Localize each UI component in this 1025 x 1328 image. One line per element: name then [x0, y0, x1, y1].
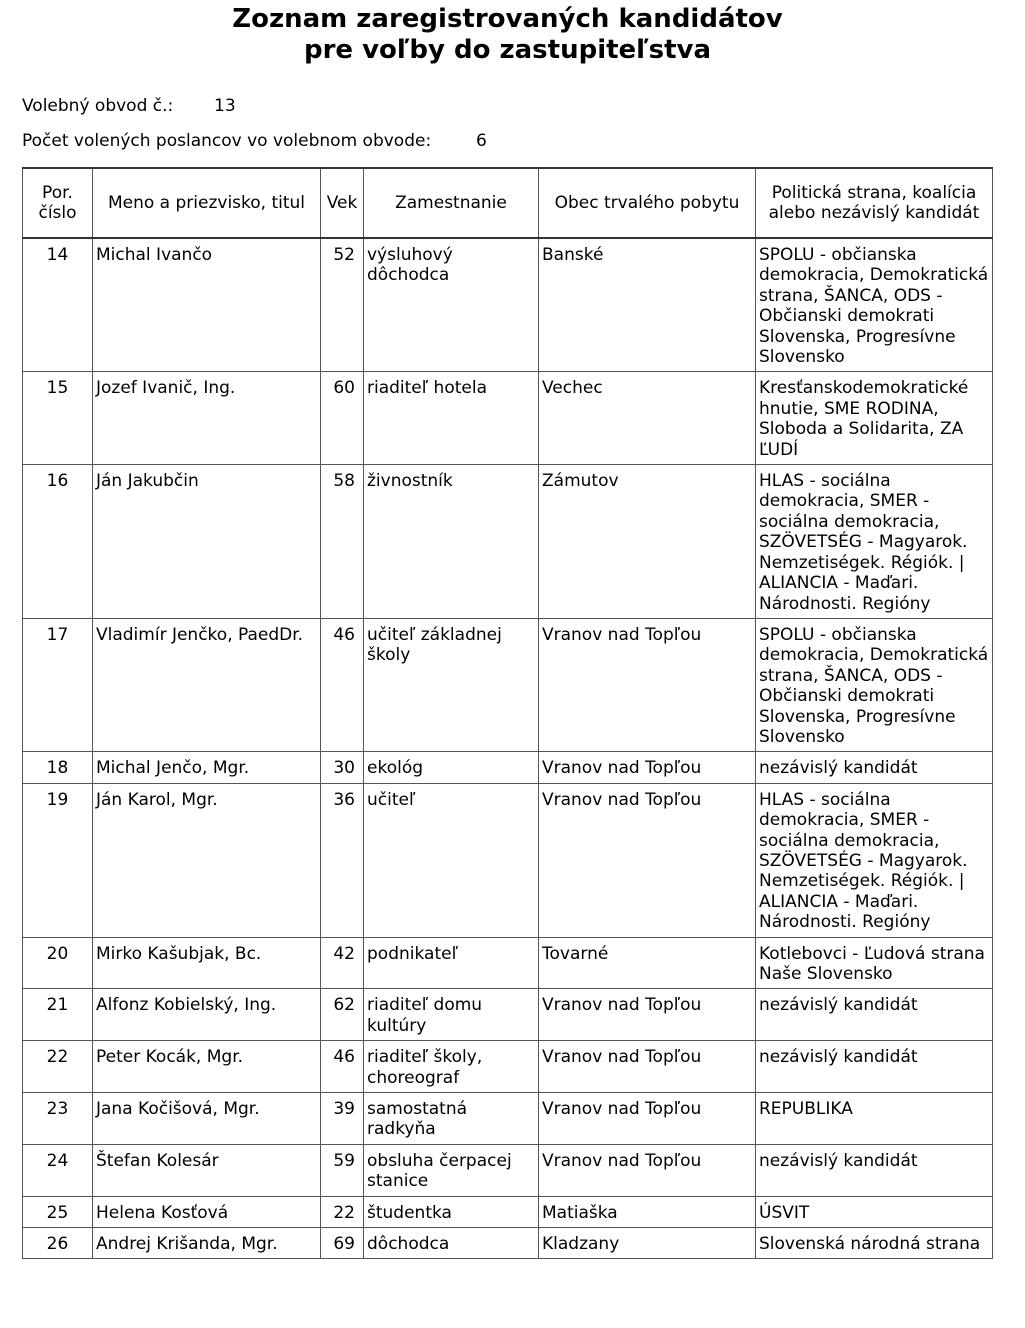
cell-number: 23	[23, 1093, 93, 1145]
cell-residence: Matiaška	[539, 1196, 756, 1227]
cell-occupation: výsluhový dôchodca	[364, 238, 539, 372]
cell-name: Štefan Kolesár	[93, 1144, 321, 1196]
seats-value: 6	[476, 131, 487, 151]
header-name: Meno a priezvisko, titul	[93, 168, 321, 238]
cell-residence: Vranov nad Topľou	[539, 618, 756, 751]
table-row	[23, 465, 993, 619]
cell-residence: Vranov nad Topľou	[539, 989, 756, 1041]
cell-name: Michal Ivančo	[93, 238, 321, 372]
table-row	[23, 752, 993, 783]
cell-name: Peter Kocák, Mgr.	[93, 1041, 321, 1093]
cell-age: 42	[321, 937, 364, 989]
cell-name: Mirko Kašubjak, Bc.	[93, 937, 321, 989]
cell-residence: Vechec	[539, 372, 756, 465]
cell-occupation: učiteľ základnej školy	[364, 618, 539, 751]
cell-age: 69	[321, 1228, 364, 1259]
cell-party: REPUBLIKA	[756, 1093, 993, 1145]
cell-number: 26	[23, 1228, 93, 1259]
district-label: Volebný obvod č.:	[22, 96, 174, 116]
cell-age: 22	[321, 1196, 364, 1227]
cell-occupation: živnostník	[364, 465, 539, 619]
cell-number: 20	[23, 937, 93, 989]
cell-number: 18	[23, 752, 93, 783]
cell-occupation: študentka	[364, 1196, 539, 1227]
cell-party: nezávislý kandidát	[756, 1144, 993, 1196]
table-row	[23, 372, 993, 465]
cell-party: nezávislý kandidát	[756, 752, 993, 783]
cell-age: 58	[321, 465, 364, 619]
cell-age: 46	[321, 1041, 364, 1093]
cell-age: 59	[321, 1144, 364, 1196]
header-residence: Obec trvalého pobytu	[539, 168, 756, 238]
cell-party: Kresťanskodemokratické hnutie, SME RODINA, Sloboda a Solidarita, ZA ĽUDÍ	[756, 372, 993, 465]
cell-residence: Vranov nad Topľou	[539, 752, 756, 783]
table-row	[23, 1196, 993, 1227]
cell-age: 62	[321, 989, 364, 1041]
cell-name: Andrej Krišanda, Mgr.	[93, 1228, 321, 1259]
cell-party: SPOLU - občianska demokracia, Demokratická strana, ŠANCA, ODS - Občianski demokrati Slovenska, Progresívne Slovensko	[756, 238, 993, 372]
cell-age: 46	[321, 618, 364, 751]
cell-residence: Kladzany	[539, 1228, 756, 1259]
cell-residence: Vranov nad Topľou	[539, 1144, 756, 1196]
cell-age: 36	[321, 783, 364, 937]
district-info	[22, 96, 236, 116]
cell-number: 15	[23, 372, 93, 465]
cell-number: 14	[23, 238, 93, 372]
cell-party: HLAS - sociálna demokracia, SMER - sociálna demokracia, SZÖVETSÉG - Magyarok. Nemzetiségek. Régiók. | ALIANCIA - Maďari. Národnosti. Regióny	[756, 465, 993, 619]
cell-residence: Banské	[539, 238, 756, 372]
table-row	[23, 1093, 993, 1145]
header-occupation: Zamestnanie	[364, 168, 539, 238]
cell-residence: Vranov nad Topľou	[539, 1041, 756, 1093]
cell-age: 52	[321, 238, 364, 372]
cell-party: SPOLU - občianska demokracia, Demokratická strana, ŠANCA, ODS - Občianski demokrati Slovenska, Progresívne Slovensko	[756, 618, 993, 751]
cell-name: Michal Jenčo, Mgr.	[93, 752, 321, 783]
cell-party: nezávislý kandidát	[756, 1041, 993, 1093]
cell-party: ÚSVIT	[756, 1196, 993, 1227]
cell-occupation: obsluha čerpacej stanice	[364, 1144, 539, 1196]
seats-label: Počet volených poslancov vo volebnom obvode:	[22, 131, 432, 151]
cell-occupation: riaditeľ domu kultúry	[364, 989, 539, 1041]
cell-age: 30	[321, 752, 364, 783]
cell-name: Jozef Ivanič, Ing.	[93, 372, 321, 465]
cell-occupation: dôchodca	[364, 1228, 539, 1259]
cell-residence: Vranov nad Topľou	[539, 1093, 756, 1145]
cell-number: 19	[23, 783, 93, 937]
cell-party: Slovenská národná strana	[756, 1228, 993, 1259]
cell-residence: Zámutov	[539, 465, 756, 619]
title-line-1: Zoznam zaregistrovaných kandidátov	[232, 4, 783, 34]
title-line-2: pre voľby do zastupiteľstva	[303, 35, 712, 65]
document-title	[0, 4, 1015, 66]
table-row	[23, 1228, 993, 1259]
cell-occupation: riaditeľ školy, choreograf	[364, 1041, 539, 1093]
cell-occupation: samostatná radkyňa	[364, 1093, 539, 1145]
cell-name: Ján Jakubčin	[93, 465, 321, 619]
table-row	[23, 1041, 993, 1093]
cell-name: Jana Kočišová, Mgr.	[93, 1093, 321, 1145]
cell-number: 17	[23, 618, 93, 751]
table-row	[23, 238, 993, 372]
table-header-row	[23, 168, 993, 238]
cell-name: Ján Karol, Mgr.	[93, 783, 321, 937]
cell-number: 25	[23, 1196, 93, 1227]
cell-occupation: podnikateľ	[364, 937, 539, 989]
header-party: Politická strana, koalícia alebo nezávislý kandidát	[756, 168, 993, 238]
cell-occupation: učiteľ	[364, 783, 539, 937]
cell-residence: Tovarné	[539, 937, 756, 989]
candidates-table	[22, 167, 993, 1259]
cell-party: Kotlebovci - Ľudová strana Naše Slovensko	[756, 937, 993, 989]
cell-party: nezávislý kandidát	[756, 989, 993, 1041]
table-row	[23, 937, 993, 989]
cell-age: 39	[321, 1093, 364, 1145]
cell-name: Alfonz Kobielský, Ing.	[93, 989, 321, 1041]
header-number: Por. číslo	[23, 168, 93, 238]
cell-occupation: ekológ	[364, 752, 539, 783]
cell-party: HLAS - sociálna demokracia, SMER - sociálna demokracia, SZÖVETSÉG - Magyarok. Nemzetiségek. Régiók. | ALIANCIA - Maďari. Národnosti. Regióny	[756, 783, 993, 937]
table-row	[23, 989, 993, 1041]
cell-name: Vladimír Jenčko, PaedDr.	[93, 618, 321, 751]
header-age: Vek	[321, 168, 364, 238]
seats-info	[22, 131, 487, 151]
table-row	[23, 783, 993, 937]
table-row	[23, 1144, 993, 1196]
district-value: 13	[214, 96, 236, 116]
cell-residence: Vranov nad Topľou	[539, 783, 756, 937]
cell-age: 60	[321, 372, 364, 465]
cell-number: 24	[23, 1144, 93, 1196]
cell-occupation: riaditeľ hotela	[364, 372, 539, 465]
cell-number: 22	[23, 1041, 93, 1093]
cell-number: 16	[23, 465, 93, 619]
cell-name: Helena Kosťová	[93, 1196, 321, 1227]
cell-number: 21	[23, 989, 93, 1041]
table-row	[23, 618, 993, 751]
